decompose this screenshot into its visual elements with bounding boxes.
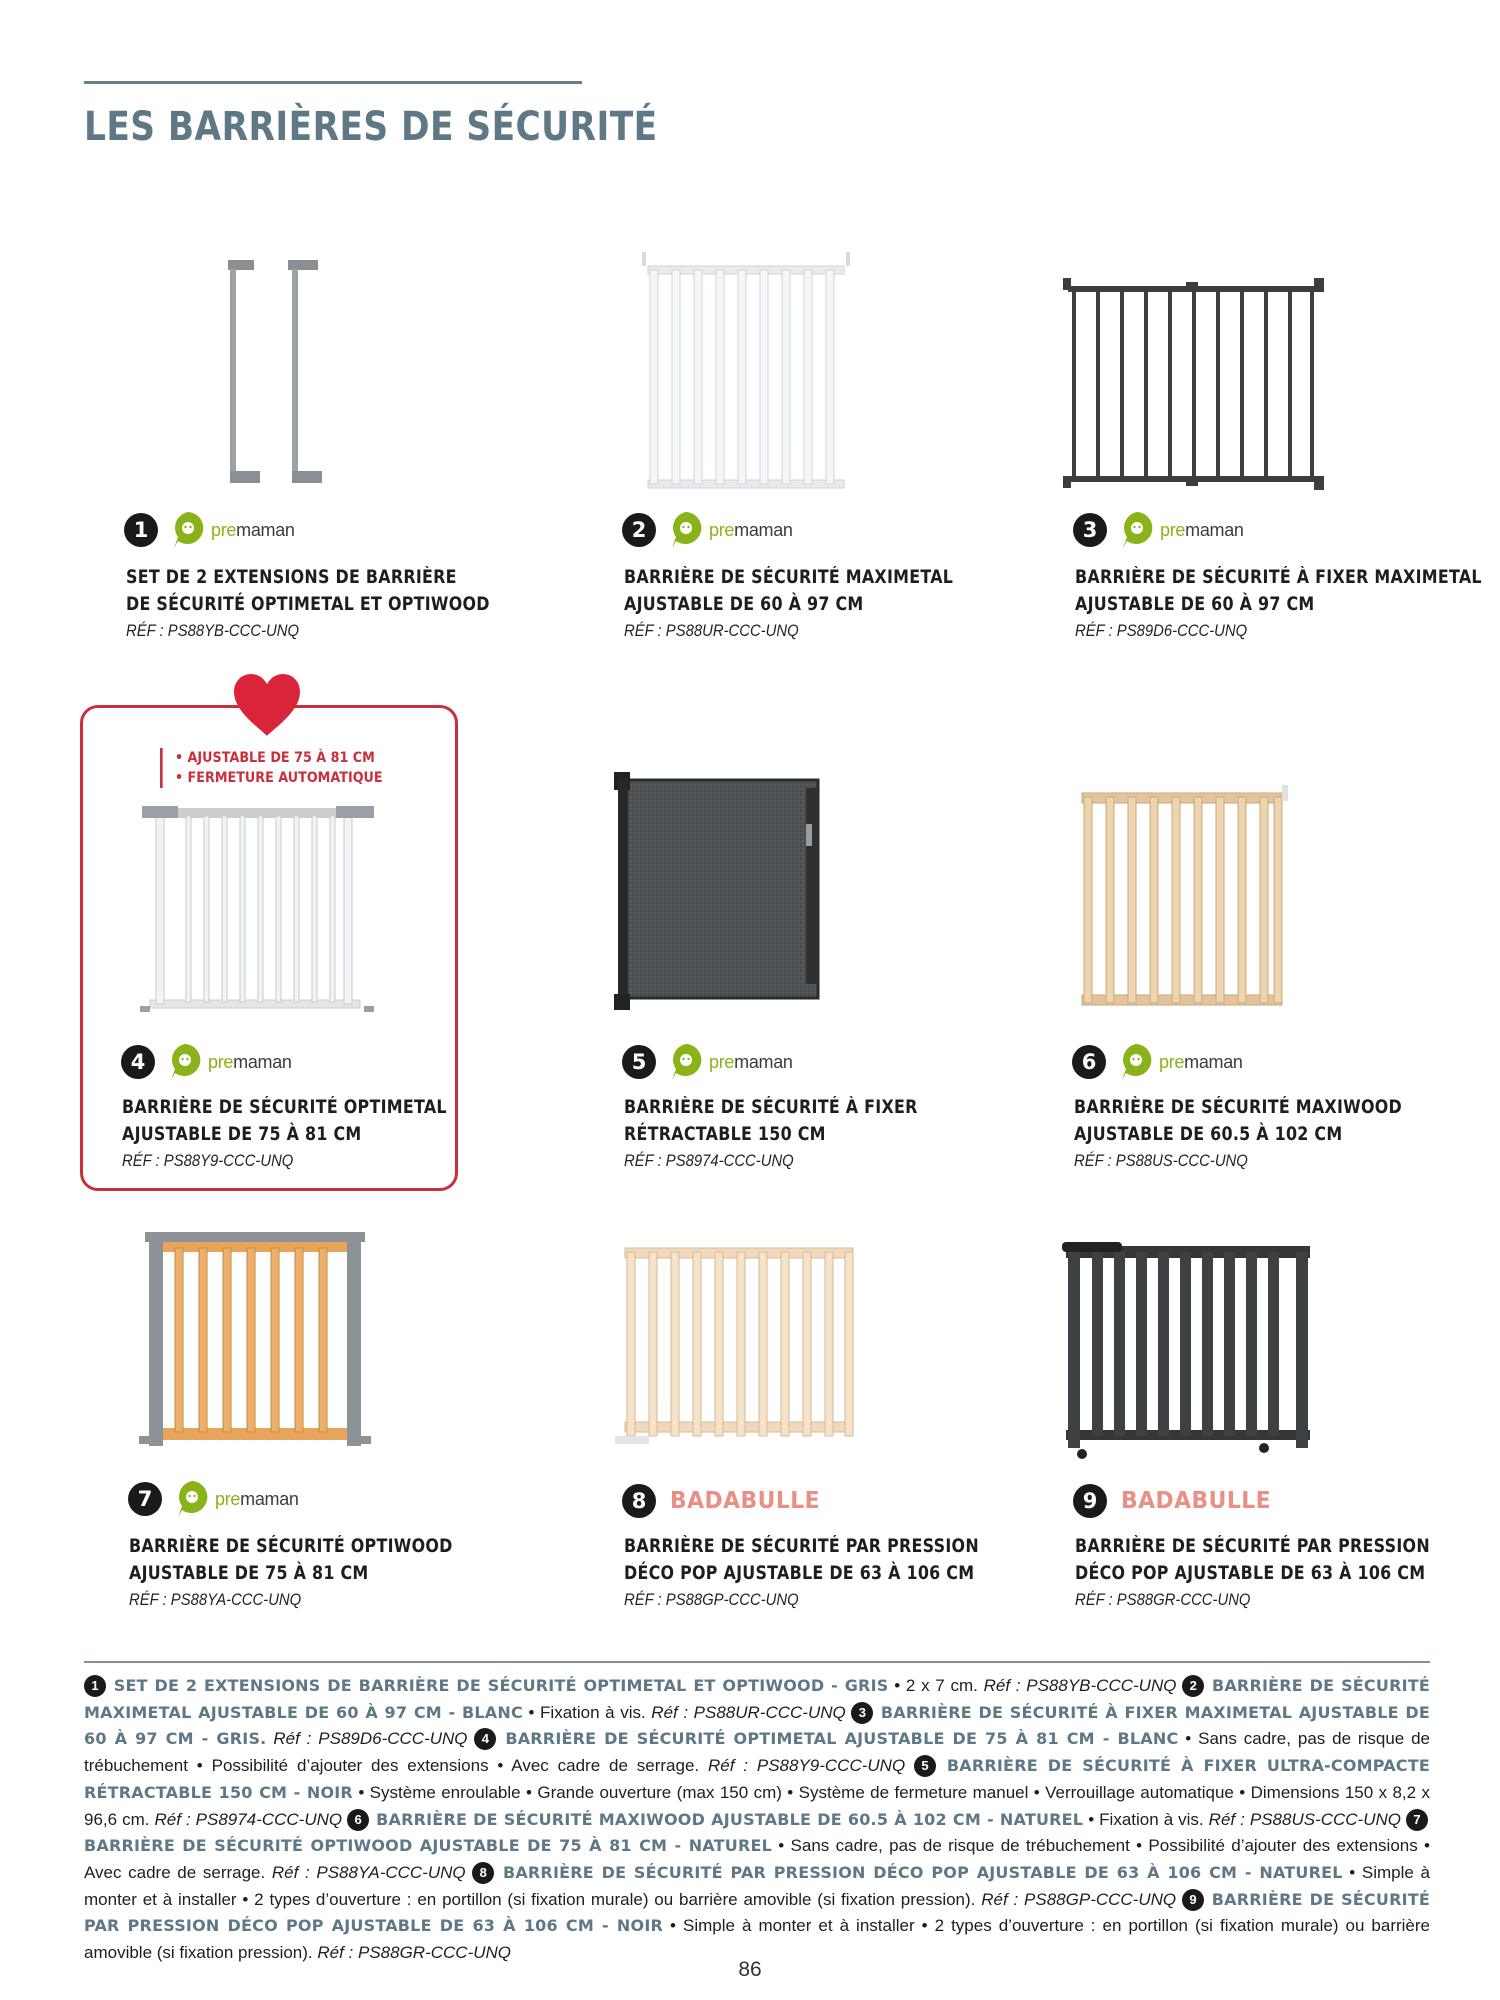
detail-text: • Fixation à vis. — [522, 1702, 652, 1722]
brand-name: premaman — [709, 1051, 793, 1072]
detail-ref: Réf : PS88Y9-CCC-UNQ — [707, 1756, 906, 1776]
detail-ref: Réf : PS88YA-CCC-UNQ — [271, 1862, 466, 1882]
detail-number-badge: 5 — [914, 1755, 936, 1777]
premaman-logo — [1119, 510, 1244, 550]
premaman-pin-icon — [170, 510, 206, 550]
detail-heading: BARRIÈRE DE SÉCURITÉ À FIXER ULTRA-COMPACTE RÉTRACTABLE 150 CM - NOIR — [84, 1756, 1430, 1802]
product-image-2 — [640, 248, 860, 498]
premaman-pin-icon — [668, 510, 704, 550]
product-number-badge: 2 — [622, 513, 656, 547]
product-number-badge: 7 — [128, 1482, 162, 1516]
detail-number-badge: 4 — [474, 1728, 496, 1750]
brand-row-4 — [121, 1038, 292, 1086]
brand-row-1 — [124, 506, 295, 554]
detail-number-badge: 1 — [84, 1675, 106, 1697]
detail-heading: SET DE 2 EXTENSIONS DE BARRIÈRE DE SÉCURITÉ OPTIMETAL ET OPTIWOOD - GRIS — [113, 1676, 889, 1695]
product-ref-6: RÉF : PS88US-CCC-UNQ — [1074, 1152, 1248, 1170]
detail-text: • Sans cadre, pas de risque de trébuchement • Possibilité d’ajouter des extensions • Avec cadre de serrage. — [84, 1836, 1431, 1882]
product-number-badge: 3 — [1073, 513, 1107, 547]
detail-ref: Réf : PS89D6-CCC-UNQ — [273, 1729, 468, 1749]
premaman-logo — [668, 1042, 793, 1082]
premaman-pin-icon — [1119, 510, 1155, 550]
premaman-logo — [1118, 1042, 1243, 1082]
product-image-1 — [210, 255, 340, 495]
product-number-badge: 9 — [1073, 1484, 1107, 1518]
detail-text: • Fixation à vis. — [1083, 1809, 1209, 1829]
premaman-pin-icon — [174, 1479, 210, 1519]
brand-name: premaman — [1160, 519, 1244, 540]
detail-text: • Simple à monter et à installer • 2 types d’ouverture : en portillon (si fixation murale) ou barrière amovible (si fixation pression). — [84, 1862, 1430, 1909]
product-title-1: SET DE 2 EXTENSIONS DE BARRIÈRE DE SÉCURITÉ OPTIMETAL ET OPTIWOOD — [126, 567, 490, 615]
detail-number-badge: 2 — [1182, 1675, 1204, 1697]
product-ref-9: RÉF : PS88GR-CCC-UNQ — [1075, 1591, 1251, 1609]
brand-row-8 — [622, 1477, 828, 1525]
product-ref-8: RÉF : PS88GP-CCC-UNQ — [624, 1591, 799, 1609]
product-title-2: BARRIÈRE DE SÉCURITÉ MAXIMETAL AJUSTABLE DE 60 À 97 CM — [624, 567, 954, 615]
detail-number-badge: 8 — [472, 1862, 494, 1884]
badabulle-logo: BADABULLE — [670, 1488, 821, 1514]
product-image-4 — [140, 800, 380, 1025]
bottom-rule — [84, 1661, 1430, 1663]
page-title: LES BARRIÈRES DE SÉCURITÉ — [84, 104, 658, 150]
detail-text: • Simple à monter et à installer • 2 types d’ouverture : en portillon (si fixation murale) ou barrière amovible (si fixation pression). — [84, 1916, 1430, 1963]
premaman-pin-icon — [167, 1042, 203, 1082]
premaman-logo — [174, 1479, 299, 1519]
product-image-9 — [1060, 1238, 1320, 1468]
detail-number-badge: 7 — [1406, 1809, 1428, 1831]
product-ref-5: RÉF : PS8974-CCC-UNQ — [624, 1152, 794, 1170]
detail-heading: BARRIÈRE DE SÉCURITÉ MAXIWOOD AJUSTABLE DE 60.5 À 102 CM - NATUREL — [376, 1809, 1084, 1829]
premaman-pin-icon — [1118, 1042, 1154, 1082]
favorite-note: • FERMETURE AUTOMATIQUE — [174, 770, 383, 786]
page-number: 86 — [738, 1958, 762, 1981]
detail-heading: BARRIÈRE DE SÉCURITÉ PAR PRESSION DÉCO POP AJUSTABLE DE 63 À 106 CM - NOIR — [84, 1889, 1430, 1936]
detail-number-badge: 6 — [347, 1809, 369, 1831]
brand-name: premaman — [208, 1051, 292, 1072]
product-title-6: BARRIÈRE DE SÉCURITÉ MAXIWOOD AJUSTABLE DE 60.5 À 102 CM — [1074, 1097, 1402, 1145]
premaman-logo — [167, 1042, 292, 1082]
detail-ref: Réf : PS88GR-CCC-UNQ — [317, 1943, 512, 1963]
product-image-6 — [1070, 785, 1295, 1025]
product-number-badge: 8 — [622, 1484, 656, 1518]
heart-icon — [232, 672, 302, 738]
detail-heading: BARRIÈRE DE SÉCURITÉ OPTIWOOD AJUSTABLE DE 75 À 81 CM - NATUREL — [84, 1836, 772, 1856]
product-number-badge: 5 — [622, 1045, 656, 1079]
detail-number-badge: 9 — [1182, 1889, 1204, 1911]
product-image-5 — [610, 768, 830, 1018]
product-title-3: BARRIÈRE DE SÉCURITÉ À FIXER MAXIMETAL AJUSTABLE DE 60 À 97 CM — [1075, 567, 1482, 615]
brand-name: premaman — [215, 1488, 299, 1509]
top-rule — [84, 81, 582, 84]
detail-ref: Réf : PS88UR-CCC-UNQ — [651, 1702, 846, 1722]
product-title-9: BARRIÈRE DE SÉCURITÉ PAR PRESSION DÉCO POP AJUSTABLE DE 63 À 106 CM — [1075, 1536, 1430, 1584]
product-image-3 — [1062, 270, 1332, 496]
brand-name: premaman — [1159, 1051, 1243, 1072]
product-image-7 — [135, 1228, 385, 1458]
detail-ref: Réf : PS88GP-CCC-UNQ — [981, 1889, 1177, 1909]
product-ref-1: RÉF : PS88YB-CCC-UNQ — [126, 622, 300, 640]
brand-name: premaman — [709, 519, 793, 540]
detail-heading: BARRIÈRE DE SÉCURITÉ PAR PRESSION DÉCO POP AJUSTABLE DE 63 À 106 CM - NATUREL — [502, 1862, 1343, 1882]
product-image-8 — [615, 1238, 865, 1458]
brand-row-3 — [1073, 506, 1244, 554]
detail-ref: Réf : PS88US-CCC-UNQ — [1208, 1809, 1401, 1829]
brand-name: premaman — [211, 519, 295, 540]
detail-heading: BARRIÈRE DE SÉCURITÉ À FIXER MAXIMETAL AJUSTABLE DE 60 À 97 CM - GRIS. — [84, 1702, 1430, 1749]
brand-row-9 — [1073, 1477, 1279, 1525]
product-ref-2: RÉF : PS88UR-CCC-UNQ — [624, 622, 799, 640]
favorite-note: • AJUSTABLE DE 75 À 81 CM — [174, 750, 375, 766]
detail-number-badge: 3 — [851, 1702, 873, 1724]
detail-text: • Sans cadre, pas de risque de trébuchement • Possibilité d’ajouter des extensions • Avec cadre de serrage. — [84, 1729, 1431, 1776]
detail-text: • Système enroulable • Grande ouverture (max 150 cm) • Système de fermeture manuel • Verrouillage automatique • Dimensions 150 x 8,2 x 96,6 cm. — [84, 1782, 1431, 1829]
detail-heading: BARRIÈRE DE SÉCURITÉ MAXIMETAL AJUSTABLE DE 60 À 97 CM - BLANC — [84, 1676, 1430, 1722]
favorite-notes — [160, 748, 383, 788]
product-title-7: BARRIÈRE DE SÉCURITÉ OPTIWOOD AJUSTABLE DE 75 À 81 CM — [129, 1536, 453, 1584]
product-details-paragraph — [84, 1673, 1430, 1967]
brand-row-7 — [128, 1475, 299, 1523]
product-number-badge: 4 — [121, 1045, 155, 1079]
product-title-5: BARRIÈRE DE SÉCURITÉ À FIXER RÉTRACTABLE 150 CM — [624, 1097, 918, 1145]
premaman-pin-icon — [668, 1042, 704, 1082]
detail-ref: Réf : PS88YB-CCC-UNQ — [983, 1676, 1177, 1695]
brand-row-5 — [622, 1038, 793, 1086]
brand-row-6 — [1072, 1038, 1243, 1086]
detail-text: • 2 x 7 cm. — [888, 1676, 984, 1695]
product-title-8: BARRIÈRE DE SÉCURITÉ PAR PRESSION DÉCO POP AJUSTABLE DE 63 À 106 CM — [624, 1536, 979, 1584]
premaman-logo — [668, 510, 793, 550]
badabulle-logo: BADABULLE — [1121, 1488, 1272, 1514]
premaman-logo — [170, 510, 295, 550]
product-ref-3: RÉF : PS89D6-CCC-UNQ — [1075, 622, 1248, 640]
detail-heading: BARRIÈRE DE SÉCURITÉ OPTIMETAL AJUSTABLE DE 75 À 81 CM - BLANC — [505, 1729, 1179, 1749]
brand-row-2 — [622, 506, 793, 554]
product-ref-4: RÉF : PS88Y9-CCC-UNQ — [122, 1152, 294, 1170]
product-number-badge: 1 — [124, 513, 158, 547]
product-title-4: BARRIÈRE DE SÉCURITÉ OPTIMETAL AJUSTABLE DE 75 À 81 CM — [122, 1097, 447, 1145]
product-ref-7: RÉF : PS88YA-CCC-UNQ — [129, 1591, 302, 1609]
detail-ref: Réf : PS8974-CCC-UNQ — [154, 1809, 343, 1829]
product-number-badge: 6 — [1072, 1045, 1106, 1079]
